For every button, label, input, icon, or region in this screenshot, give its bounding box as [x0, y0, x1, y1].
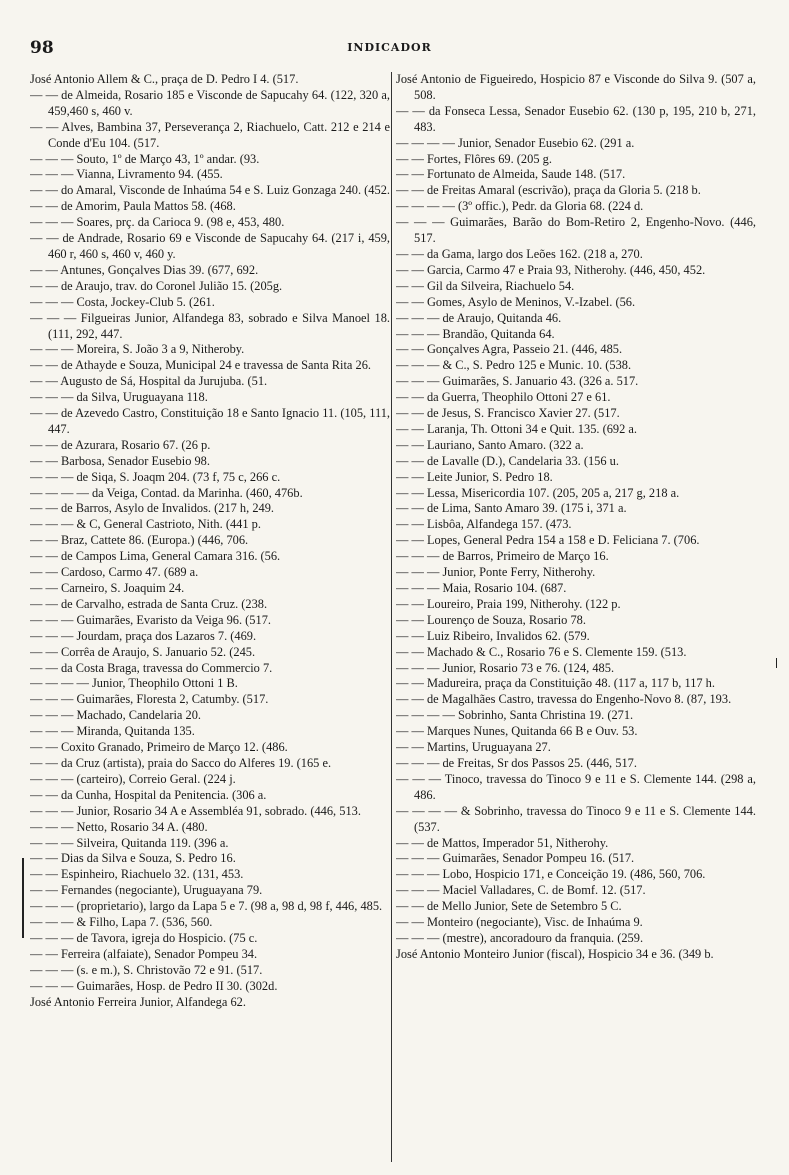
left-column-entry: — — — Souto, 1º de Março 43, 1º andar. (93. — [30, 151, 260, 166]
right-column-entry: — — — Tinoco, travessa do Tinoco 9 e 11 e S. Clemente 144. (298 a, 486. — [396, 771, 756, 802]
columns — [30, 72, 756, 1162]
left-column-entry: — — do Amaral, Visconde de Inhaúma 54 e S. Luiz Gonzaga 240. (452. — [30, 183, 390, 198]
left-column-entry: — — — de Tavora, igreja do Hospicio. (75 c. — [30, 930, 258, 945]
left-column-entry: — — — (proprietario), largo da Lapa 5 e 7. (98 a, 98 d, 98 f, 446, 485. — [30, 899, 383, 914]
left-column-entry: — — Cardoso, Carmo 47. (689 a. — [30, 565, 199, 580]
right-column — [396, 72, 756, 1162]
left-column-entry: — — — & C, General Castrioto, Nith. (441 p. — [30, 517, 261, 532]
left-column-entry: — — — (s. e m.), S. Christovão 72 e 91. (517. — [30, 962, 263, 977]
right-column-entry: — — de Lavalle (D.), Candelaria 33. (156 u. — [396, 453, 619, 468]
right-column-entry: — — Lopes, General Pedra 154 a 158 e D. Feliciana 7. (706. — [396, 533, 700, 548]
right-column-entry: — — — de Barros, Primeiro de Março 16. — [396, 549, 609, 564]
right-column-entry: — — Garcia, Carmo 47 e Praia 93, Nitherohy. (446, 450, 452. — [396, 262, 706, 277]
right-column-entry: — — — Junior, Rosario 73 e 76. (124, 485. — [396, 660, 615, 675]
left-column-entry: — — — Soares, prç. da Carioca 9. (98 e, 453, 480. — [30, 215, 285, 230]
left-column-entry: — — de Almeida, Rosario 185 e Visconde de Sapucahy 64. (122, 320 a, 459,460 s, 460 v. — [30, 87, 390, 118]
page-number: 98 — [30, 38, 54, 58]
running-title: INDICADOR — [347, 41, 432, 54]
right-column-entry: — — — Maia, Rosario 104. (687. — [396, 581, 567, 595]
left-column-entry: José Antonio Ferreira Junior, Alfandega 62. — [30, 994, 246, 1009]
left-column-entry: — — de Azevedo Castro, Constituição 18 e Santo Ignacio 11. (105, 111, 447. — [30, 406, 390, 436]
left-column-entry: — — Carneiro, S. Joaquim 24. — [30, 581, 185, 595]
left-column-entry: — — Barbosa, Senador Eusebio 98. — [30, 453, 210, 468]
left-column-entry: — — Alves, Bambina 37, Perseverança 2, Riachuelo, Catt. 212 e 214 e Conde d'Eu 104. (517. — [30, 119, 390, 150]
right-column-entry: — — Gomes, Asylo de Meninos, V.-Izabel. (56. — [396, 294, 636, 309]
left-column-entry: — — da Costa Braga, travessa do Commercio 7. — [30, 660, 273, 675]
right-column-entry: — — Leite Junior, S. Pedro 18. — [396, 469, 553, 484]
left-column-entry: — — — Jourdam, praça dos Lazaros 7. (469. — [30, 628, 257, 643]
left-column-entry: — — — Filgueiras Junior, Alfandega 83, sobrado e Silva Manoel 18. (111, 292, 447. — [30, 310, 390, 341]
left-column-entry: — — da Cruz (artista), praia do Sacco do Alferes 19. (165 e. — [30, 755, 332, 770]
right-column-entry: — — Martins, Uruguayana 27. — [396, 740, 551, 755]
right-column-entry: — — Loureiro, Praia 199, Nitherohy. (122 p. — [396, 596, 621, 611]
right-column-entry: — — Lisbôa, Alfandega 157. (473. — [396, 517, 572, 532]
right-column-entry: — — Lauriano, Santo Amaro. (322 a. — [396, 437, 584, 452]
right-column-entry: — — Lourenço de Souza, Rosario 78. — [396, 612, 586, 627]
right-column-entry: — — de Jesus, S. Francisco Xavier 27. (517. — [396, 406, 620, 421]
left-column-entry: José Antonio Allem & C., praça de D. Pedro I 4. (517. — [30, 72, 299, 86]
right-column-entry: — — Luiz Ribeiro, Invalidos 62. (579. — [396, 628, 590, 643]
right-column-entry: — — Monteiro (negociante), Visc. de Inhaúma 9. — [396, 915, 643, 930]
left-column-entry: — — Corrêa de Araujo, S. Januario 52. (245. — [30, 644, 256, 659]
right-column-entry: — — da Fonseca Lessa, Senador Eusebio 62. (130 p, 195, 210 b, 271, 483. — [396, 103, 756, 134]
right-column-entry: — — — — Sobrinho, Santa Christina 19. (271. — [396, 708, 634, 723]
right-column-entry: — — Machado & C., Rosario 76 e S. Clemente 159. (513. — [396, 644, 687, 659]
right-column-entry: — — de Lima, Santo Amaro 39. (175 i, 371 a. — [396, 501, 627, 516]
left-column-entry: — — — Netto, Rosario 34 A. (480. — [30, 819, 208, 834]
right-column-entry: — — — de Araujo, Quitanda 46. — [396, 310, 562, 325]
right-column-entry: — — Fortunato de Almeida, Saude 148. (517. — [396, 167, 626, 182]
left-column-entry: — — — Vianna, Livramento 94. (455. — [30, 167, 223, 182]
right-column-entry: — — — — & Sobrinho, travessa do Tinoco 9 e 11 e S. Clemente 144. (537. — [396, 803, 756, 834]
right-column-entry: — — Gonçalves Agra, Passeio 21. (446, 485. — [396, 342, 623, 357]
left-column-entry: — — — Guimarães, Floresta 2, Catumby. (517. — [30, 692, 269, 707]
right-column-entry: — — Fortes, Flôres 69. (205 g. — [396, 151, 552, 166]
left-column — [30, 72, 390, 1162]
right-column-entry: — — Laranja, Th. Ottoni 34 e Quit. 135. (692 a. — [396, 421, 638, 436]
right-column-entry: — — de Freitas Amaral (escrivão), praça da Gloria 5. (218 b. — [396, 183, 701, 198]
right-column-entry: — — de Mattos, Imperador 51, Nitherohy. — [396, 835, 609, 850]
left-column-entry: — — Braz, Cattete 86. (Europa.) (446, 706. — [30, 533, 249, 548]
right-column-entry: — — — Guimarães, Barão do Bom-Retiro 2, Engenho-Novo. (446, 517. — [396, 215, 756, 246]
left-column-entry: — — — de Siqa, S. Joaqm 204. (73 f, 75 c, 266 c. — [30, 469, 281, 484]
left-column-entry: — — — Costa, Jockey-Club 5. (261. — [30, 294, 215, 309]
margin-tick — [776, 658, 777, 668]
right-column-entry: — — — Lobo, Hospicio 171, e Conceição 19. (486, 560, 706. — [396, 867, 706, 882]
right-column-entry: — — de Magalhães Castro, travessa do Engenho-Novo 8. (87, 193. — [396, 692, 732, 707]
left-column-entry: — — Espinheiro, Riachuelo 32. (131, 453. — [30, 867, 244, 882]
right-column-entry: — — — Junior, Ponte Ferry, Nitherohy. — [396, 565, 596, 580]
left-column-entry: — — — Machado, Candelaria 20. — [30, 708, 202, 723]
left-column-entry: — — da Cunha, Hospital da Penitencia. (306 a. — [30, 787, 267, 802]
left-column-entry: — — de Azurara, Rosario 67. (26 p. — [30, 437, 211, 452]
right-column-entry: — — Marques Nunes, Quitanda 66 B e Ouv. 53. — [396, 724, 638, 739]
right-column-entry: — — — Brandão, Quitanda 64. — [396, 326, 555, 341]
right-column-entry: — — Madureira, praça da Constituição 48. (117 a, 117 b, 117 h. — [396, 676, 715, 691]
left-column-entry: — — de Araujo, trav. do Coronel Julião 15. (205g. — [30, 278, 283, 293]
right-column-entry: — — da Guerra, Theophilo Ottoni 27 e 61. — [396, 390, 611, 405]
left-column-entry: — — Fernandes (negociante), Uruguayana 79. — [30, 883, 263, 898]
right-column-entry: — — — de Freitas, Sr dos Passos 25. (446, 517. — [396, 755, 637, 770]
right-column-entry: — — — Guimarães, S. Januario 43. (326 a. 517. — [396, 374, 639, 389]
column-divider — [391, 72, 392, 1162]
right-column-entry: — — — (mestre), ancoradouro da franquia. (259. — [396, 930, 644, 945]
left-column-entry: — — Dias da Silva e Souza, S. Pedro 16. — [30, 851, 236, 866]
left-column-entry: — — — & Filho, Lapa 7. (536, 560. — [30, 915, 213, 930]
left-column-entry: — — Augusto de Sá, Hospital da Jurujuba. (51. — [30, 374, 268, 389]
right-column-entry: — — Lessa, Misericordia 107. (205, 205 a, 217 g, 218 a. — [396, 485, 680, 500]
right-column-entry: — — — — (3º offic.), Pedr. da Gloria 68. (224 d. — [396, 199, 644, 214]
left-column-entry: — — — Silveira, Quitanda 119. (396 a. — [30, 835, 229, 850]
left-column-entry: — — — Moreira, S. João 3 a 9, Nitheroby. — [30, 342, 245, 357]
left-column-entry: — — — — da Veiga, Contad. da Marinha. (460, 476b. — [30, 485, 303, 500]
right-column-entry: — — — Maciel Valladares, C. de Bomf. 12. (517. — [396, 883, 646, 898]
left-column-entry: — — Ferreira (alfaiate), Senador Pompeu 34. — [30, 946, 258, 961]
left-column-entry: — — de Andrade, Rosario 69 e Visconde de Sapucahy 64. (217 i, 459, 460 r, 460 s, 460 v, 460 y. — [30, 231, 390, 261]
right-column-entry: — — da Gama, largo dos Leões 162. (218 a, 270. — [396, 246, 643, 261]
left-column-entry: — — de Carvalho, estrada de Santa Cruz. (238. — [30, 596, 268, 611]
right-column-entry: — — de Mello Junior, Sete de Setembro 5 C. — [396, 899, 622, 914]
left-column-entry: — — de Amorim, Paula Mattos 58. (468. — [30, 199, 236, 214]
left-column-entry: — — de Athayde e Souza, Municipal 24 e travessa de Santa Rita 26. — [30, 358, 372, 373]
left-column-entry: — — — Junior, Rosario 34 A e Assembléa 91, sobrado. (446, 513. — [30, 803, 361, 818]
left-column-entry: — — de Campos Lima, General Camara 316. (56. — [30, 549, 281, 564]
right-column-entry: José Antonio de Figueiredo, Hospicio 87 e Visconde do Silva 9. (507 a, 508. — [396, 72, 756, 102]
left-column-entry: — — — (carteiro), Correio Geral. (224 j. — [30, 771, 236, 786]
left-column-entry: — — Antunes, Gonçalves Dias 39. (677, 692. — [30, 262, 259, 277]
left-column-entry: — — de Barros, Asylo de Invalidos. (217 h, 249. — [30, 501, 275, 516]
right-column-entry: José Antonio Monteiro Junior (fiscal), Hospicio 34 e 36. (349 b. — [396, 946, 714, 961]
left-column-entry: — — — Guimarães, Evaristo da Veiga 96. (517. — [30, 612, 271, 627]
page-header — [30, 38, 749, 60]
left-column-entry: — — — — Junior, Theophilo Ottoni 1 B. — [30, 676, 238, 691]
right-column-entry: — — Gil da Silveira, Riachuelo 54. — [396, 278, 575, 293]
right-column-entry: — — — — Junior, Senador Eusebio 62. (291 a. — [396, 135, 635, 150]
left-column-entry: — — — Miranda, Quitanda 135. — [30, 724, 195, 739]
right-column-entry: — — — Guimarães, Senador Pompeu 16. (517. — [396, 851, 635, 866]
left-column-entry: — — — Guimarães, Hosp. de Pedro II 30. (302d. — [30, 978, 278, 993]
margin-mark — [22, 858, 24, 938]
right-column-entry: — — — & C., S. Pedro 125 e Munic. 10. (538. — [396, 358, 632, 373]
left-column-entry: — — Coxito Granado, Primeiro de Março 12. (486. — [30, 740, 288, 755]
left-column-entry: — — — da Silva, Uruguayana 118. — [30, 390, 208, 405]
